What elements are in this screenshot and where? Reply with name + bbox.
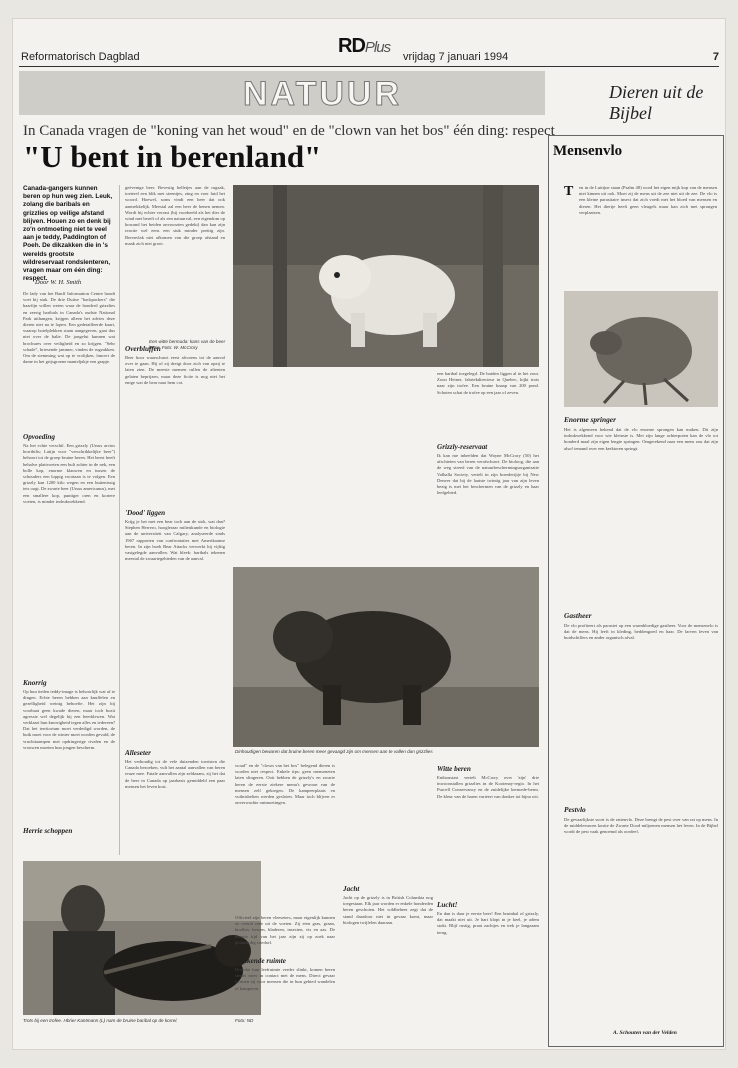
subhead-jacht: Jacht bbox=[343, 885, 360, 893]
newspaper-page bbox=[12, 18, 726, 1050]
article-headline: "U bent in berenland" bbox=[23, 139, 322, 174]
paper-logo bbox=[338, 35, 390, 58]
flea-image bbox=[564, 291, 718, 407]
subhead-lucht: Lucht! bbox=[437, 901, 458, 909]
article-column-1a: De lady van het Banff Information Centre houdt voet bij stuk. De drie Duitse "backpackers" die haarfijn willen weten waar de honderd grizzlies en zeerig baribals in Canada's oudste National Park uithangen, krijgen alleen het advies deze dieren niet na te lopen. Een gedetailleerde kaart, waarop hotelplekken staan aangegeven, gaat dus niet over de balie. De jongelui kunnen wat brochures over veiligheid en zo krijgen. "Sehr schade", briesende jammer, vinden de rugzakken. Om de stemming wat op te vrolijken, fancert de dame in het grijsgroene manteljakje een grapje. bbox=[23, 291, 115, 365]
grizzly-photo bbox=[233, 567, 539, 747]
hunter-photo bbox=[23, 861, 261, 1015]
article-column-4e: En dan is daar je eerste beer! Een bruinbal of grizzly, dat maakt niet uit. Je hart klopt in je keel, je adem stokt. Blijf rustig, praat zachtjes en trek je langzaam terug. bbox=[437, 911, 539, 935]
article-column-2b: Beer hoor waarschuwt eerst alvorens tot de aanval over te gaan. Hij of zij dreigt door zich van opzij te laten zien. De meeste mensen rullen de aftenten gelaten beprijzen, maar deze fictie is nog niet het enige wat de bear naar hem cot. bbox=[125, 355, 225, 385]
logo-suffix: Plus bbox=[364, 39, 391, 56]
sidebar-subhead-gastheer: Gastheer bbox=[564, 611, 592, 620]
article-column-4c: Enthousiast vertelt McCrory over 'zijn' drie inwoonstallen grizzlies in de Kootenay-regio. In het Purcell Conservancy en de zuidelijke kermede-berm. De kleur van de haren varieert van donker tot bijna wit. bbox=[437, 775, 539, 799]
section-title: NATUUR bbox=[243, 75, 403, 113]
sidebar-signature: A. Schouten van der Velden bbox=[613, 1030, 677, 1036]
article-column-2c: Krijg je het met een bear toch aan de stok, wat dan? Stephen Herrero, hoogleraar milieukunde en biologie aan de universiteit van Calgary, analyseerde sinds 1967 rapporten van confrontaties met Amerikaanse beren. In zijn boek Bear Attacks verwerkt hij vijftig vastgelegde aanvallen. Wat bleek: baribals tekenen meestal de zwaartegebieden van de aanval. bbox=[125, 519, 225, 562]
hunter-photo-image bbox=[23, 861, 261, 1015]
subhead-alleseter: Alleseter bbox=[125, 749, 151, 757]
sidebar-text-3: De vlo profiteert als parasiet op een warmbloedige gastheer. Voor de mensenvlo is dat de mens. Hij leeft in kleding, beddengoed en haar. De larven leven van huidschilfers en ander organisch afval. bbox=[564, 623, 718, 641]
subhead-grizzly: Grizzly-reservaat bbox=[437, 443, 488, 451]
sidebar-text-2: Het is algemeen bekend dat de vlo enorme sprongen kan maken. Dit zijn indrukwekkend voor wie kleinste is. Met zijn lange achterpoten kan de vlo tot honderd maal zijn eigen lengte springen. Omgerekend naar een mens zou dat zijn alsof iemand over een kerktoren springt. bbox=[564, 427, 718, 451]
sidebar-rubric: Dieren uit de Bijbel bbox=[609, 82, 704, 123]
article-column-4b: Ik kan me inbeelden dat Wayne McCrory (50) het afschieten van beren verafschuwt. De bioloog, die aan de weg streed van de natuurbeschermingsorganisatie Valhalla Society, vertelt in zijn boerderijtje bij New Denver dat hij de laatste twintig jaar van zijn leven bezig is met het beschermen van de grizzly en haar leefgebied. bbox=[437, 453, 539, 496]
dropcap: T bbox=[564, 184, 574, 199]
masthead-rule bbox=[19, 66, 719, 67]
article-lead: Canada-gangers kunnen beren op hun weg zien. Leuk, zolang die baribals en grizzlies op veilige afstand blijven. Houen zo en denk bij zo'n ontmoeting niet te veel aan je teddy, Paddington of Poeh. De dikzakken die in 's werelds grootste wildreservaat rondslenteren, vragen maar om één ding: respect. bbox=[23, 185, 113, 283]
logo-letters: RD bbox=[338, 35, 365, 57]
hunter-photo-credit: Foto: ND bbox=[235, 1018, 254, 1023]
subhead-dood: 'Dood' liggen bbox=[125, 509, 166, 517]
article-column-4d: Jacht op de grizzly is in British Columbia nog toegestaan. Elk jaar worden er enkele honderden beren geschoten. Het wildbeheer zegt dat de stand daardoor niet in gevaar komt, maar biologen twijfelen daaraan. bbox=[343, 895, 433, 925]
grizzly-caption: Dinhoudigen bewaren dat bruine beren meer gevaagd zijn om mensen aan te vallen dan grizzlies bbox=[235, 749, 433, 754]
article-column-3a: woud" en de "clown van het bos" belegend dieren is worden niet respect. Enkele tips: geen menseneten laten slingeren. Ooit hebben de grizzly's en zwarte beren de eerste ziekere menu's gewoon van de mensen zelf gekregen. De kampeerplaats en vuilnisbelten werden gesloten. Maar toch blijven er onverwachte ontmoetingen. bbox=[235, 763, 335, 806]
article-kicker: In Canada vragen de "koning van het woud" en de "clown van het bos" één ding: respect bbox=[23, 123, 555, 139]
subhead-witte: Witte beren bbox=[437, 765, 471, 773]
grizzly-image bbox=[233, 567, 539, 747]
page-number: 7 bbox=[712, 51, 719, 63]
hunter-caption: Trots bij een trofee. Hbrier Kantmann (L) nam de bruine baribal op de korrel. bbox=[23, 1018, 178, 1023]
article-column-1c: Op hun tieden teddy-image is behoorlijk wat af te dingen. Echte beren hebben aan knuffelen en gezelligheid weinig behoefte. Het zijn bij voorbaat geen kwade dieren, maar toch bozit agressie wel degelijk bij een beerklewen. Wat verklaart hun knorrigheid tegen alles en iedereen? Dat het territorium moet verdedigd worden, de buik moet voor de winter moet worden gevuld, de vruchttaampen met opdringerige rivalen en de vrouwen moeten hun jongen bescherm. bbox=[23, 689, 115, 750]
subhead-overbluffen: Overbluffen bbox=[125, 345, 161, 353]
white-bear-image bbox=[233, 185, 539, 367]
subhead-knorrig: Knorrig bbox=[23, 679, 47, 687]
article-column-3c: Doordat hun leefruimte verder slinkt, komen beren steeds meer in contact met de mens. Direct gevaar vormen zij voor mensen die in hun gebied wandelen of kamperen. bbox=[235, 967, 335, 991]
paper-name: Reformatorisch Dagblad bbox=[21, 51, 140, 63]
article-column-2a: geëvenige beer. Bevestig belletjes aan de rugzak, toeterel een blik met steentjes, zing en voer luid het woord. Hoewel, soms vindt een beer dat ook aantrekkelijk. Meestal zal een beer de benen nemen. Wordt hij echter verrast (bij voorbeeld als het dier de wind met bereft of als een natuurval, een eigendom op bosrand het beiden onvoorzien gedekt) dan kan zijn reactie wel eens een stuk minder prettig zijn. Berenvlak niet afkomen van die groep afstand en maak zich niet groot. bbox=[125, 185, 225, 246]
column-divider bbox=[119, 185, 120, 855]
article-column-3b: Officieel zijn beren vleeseters, maar eigenlijk kunnen ze overal mee uit de voeten. Zij eten gras, graan, knollen, bessen, bladeren, insecten, vis en aas. De meeste tijd van het jaar zijn zij op zoek naar plantaardig voedsel. bbox=[235, 915, 335, 945]
sidebar-text-4: De gevaarlijkste soort is de rattenvlo. Deze brengt de pest over van rat op mens. In de middeleeuwen kostte de Zwarte Dood miljoenen mensen het leven. In de Bijbel wordt de pest vaak genoemd als oordeel. bbox=[564, 817, 718, 835]
issue-date: vrijdag 7 januari 1994 bbox=[403, 51, 509, 63]
article-column-1b: Na het echte verschil. Een grizzly (Ursus arctos horribilis; Latijn voor "verschrikkelijke beer") behoort tot de groep bruine beren. Het beest heeft behalve plattvoeten een bult achter in de nek, een bolle kop, enorme klauwen en tussen de schouders een loppig voortaan is te volgen. Een grizzly kan 1200 kilo wegen en een buitenissig iets oogt. De zwarte beer (Ursus americanus), met een smallere kop, puntiger oren en kortere voeten, is minder indrukwekkend. bbox=[23, 443, 115, 504]
sidebar-subhead-enorme: Enorme springer bbox=[564, 415, 616, 424]
flea-illustration bbox=[564, 291, 718, 407]
sidebar-title: Mensenvlo bbox=[553, 143, 623, 159]
article-column-4a: een baribal toegelegd. De huiden liggen al in het zout. Zoon Heiner, fabriekdirecteur in Quebec, kijkt trots naar zijn trofee. Een bruine knaap van 200 pond. Schoten schat de trofee op een jaar of zeven. bbox=[437, 371, 539, 395]
byline: Door W. H. Smith bbox=[35, 279, 82, 286]
sidebar-text-1: en in de Luttijne staan (Psalm 48) word het eigen mijk kop van de mensen niet kinnen uit ook. Moet zij de mens uit de zee niet uit de zee. De vlo is een kleine parasitaire insect dat zich voedt met het bloed van mensen en dieren. Het diertje heeft geen vleugels maar kan zich met sprongen verplaatsen. bbox=[579, 185, 717, 215]
subhead-opvoeding: Opvoeding bbox=[23, 433, 55, 441]
white-bear-caption: Een witte bermuda: kans van de beer beter. Foto: W. McCrory bbox=[149, 339, 226, 350]
article-column-2d: Het verhoudig tot de vele duizenden toeristen die Canada bezoeken, vult het aantal aanvallen van beren reuze mee. Fatale aanvallen zijn zeldzaam, zij het dat de beer in Canada op jaarbasis gemiddeld een paar mensen het leven kost. bbox=[125, 759, 225, 789]
subhead-herrie: Herrie schoppen bbox=[23, 827, 73, 835]
subhead-slinkende: Slinkende ruimte bbox=[235, 957, 286, 965]
white-bear-photo bbox=[233, 185, 539, 367]
sidebar-subhead-pestvlo: Pestvlo bbox=[564, 805, 586, 814]
